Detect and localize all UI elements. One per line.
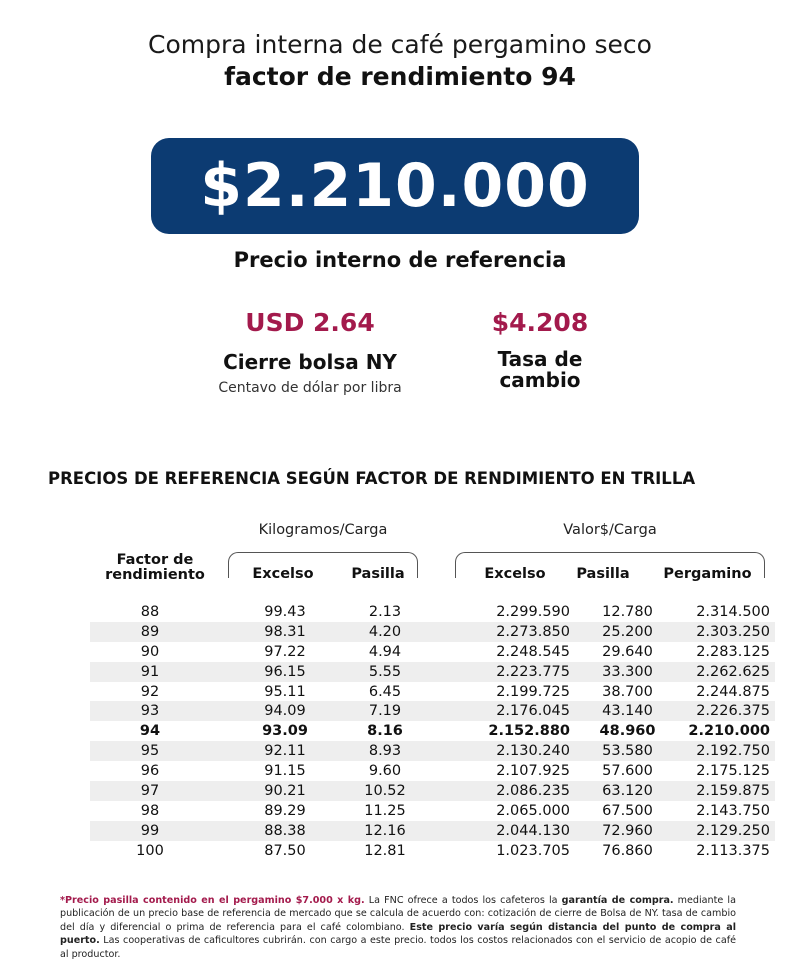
table-row [90, 642, 775, 662]
reference-price-table [90, 602, 775, 861]
ny-close-label: Cierre bolsa NY [223, 350, 397, 374]
footnote-distance-note: Este precio varía según distancia del punto de compra al puerto. [60, 921, 736, 947]
excelso-kilos-cell: 92.11 [264, 743, 306, 760]
column-header-factor-line1: Factor de [116, 552, 194, 568]
excelso-valor-cell: 2.299.590 [496, 603, 570, 620]
excelso-valor-cell: 2.199.725 [496, 683, 570, 700]
pasilla-kilos-cell: 8.16 [367, 723, 403, 740]
pergamino-cell: 2.143.750 [696, 802, 770, 819]
pasilla-valor-cell: 57.600 [602, 763, 653, 780]
excelso-kilos-cell: 87.50 [264, 842, 306, 859]
pergamino-cell: 2.192.750 [696, 743, 770, 760]
pasilla-kilos-cell: 12.81 [364, 842, 406, 859]
pasilla-valor-cell: 67.500 [602, 802, 653, 819]
factor-cell: 92 [140, 683, 160, 700]
table-row [90, 682, 775, 702]
pasilla-kilos-cell: 4.20 [368, 623, 402, 640]
column-header-factor-line2: rendimiento [105, 567, 205, 583]
factor-cell: 93 [140, 703, 160, 720]
pasilla-kilos-cell: 10.52 [364, 782, 406, 799]
pergamino-cell: 2.262.625 [696, 663, 770, 680]
table-row [90, 761, 775, 781]
pasilla-valor-cell: 76.860 [602, 842, 653, 859]
pasilla-valor-cell: 72.960 [602, 822, 653, 839]
ny-close-sublabel: Centavo de dólar por libra [218, 380, 402, 396]
excelso-kilos-cell: 97.22 [264, 643, 306, 660]
factor-cell: 94 [139, 723, 161, 740]
pasilla-kilos-cell: 12.16 [364, 822, 406, 839]
pergamino-cell: 2.159.875 [696, 782, 770, 799]
excelso-kilos-cell: 90.21 [264, 782, 306, 799]
pasilla-valor-cell: 53.580 [602, 743, 653, 760]
excelso-valor-cell: 2.152.880 [488, 723, 570, 740]
column-header-excelso-kilos: Excelso [252, 566, 314, 582]
pasilla-kilos-cell: 7.19 [368, 703, 402, 720]
pergamino-cell: 2.244.875 [696, 683, 770, 700]
group-header-valor: Valor$/Carga [563, 522, 657, 538]
pasilla-valor-cell: 29.640 [602, 643, 653, 660]
factor-cell: 95 [140, 743, 160, 760]
column-header-pergamino: Pergamino [663, 566, 752, 582]
factor-cell: 99 [140, 822, 160, 839]
factor-cell: 96 [140, 763, 160, 780]
factor-cell: 88 [140, 603, 160, 620]
factor-cell: 97 [140, 782, 160, 799]
pergamino-cell: 2.303.250 [696, 623, 770, 640]
excelso-valor-cell: 2.223.775 [496, 663, 570, 680]
table-row [90, 662, 775, 682]
column-header-excelso-valor: Excelso [484, 566, 546, 582]
ny-close-stat [180, 308, 440, 396]
excelso-kilos-cell: 99.43 [264, 603, 306, 620]
exchange-rate-label [440, 349, 640, 391]
excelso-kilos-cell: 88.38 [264, 822, 306, 839]
factor-cell: 98 [140, 802, 160, 819]
footnote-text-3: Las cooperativas de caficultores cubrirán. con cargo a este precio. todos los costos relacionados con el servicio de acopio de café al productor. [60, 935, 736, 960]
page-title: Compra interna de café pergamino seco [148, 30, 652, 59]
pasilla-valor-cell: 63.120 [602, 782, 653, 799]
excelso-valor-cell: 2.176.045 [496, 703, 570, 720]
reference-price-banner: $2.210.000 [151, 138, 639, 234]
excelso-valor-cell: 2.130.240 [496, 743, 570, 760]
footnote-text-1: La FNC ofrece a todos los cafeteros la [364, 895, 562, 906]
table-section-title: PRECIOS DE REFERENCIA SEGÚN FACTOR DE RENDIMIENTO EN TRILLA [48, 469, 696, 488]
excelso-valor-cell: 2.107.925 [496, 763, 570, 780]
factor-cell: 100 [136, 842, 164, 859]
table-row [90, 721, 775, 741]
factor-cell: 89 [140, 623, 160, 640]
excelso-kilos-cell: 91.15 [264, 763, 306, 780]
factor-cell: 91 [140, 663, 160, 680]
pasilla-kilos-cell: 9.60 [368, 763, 402, 780]
footnote-pasilla-note: *Precio pasilla contenido en el pergamino $7.000 x kg. [60, 895, 365, 906]
pergamino-cell: 2.283.125 [696, 643, 770, 660]
table-row [90, 701, 775, 721]
column-header-pasilla-kilos: Pasilla [351, 566, 405, 582]
footnote-guarantee: garantía de compra. [561, 895, 674, 906]
exchange-rate-label-line1: Tasa de [497, 347, 583, 371]
pasilla-valor-cell: 48.960 [599, 723, 656, 740]
pasilla-valor-cell: 38.700 [602, 683, 653, 700]
pasilla-valor-cell: 33.300 [602, 663, 653, 680]
pergamino-cell: 2.129.250 [696, 822, 770, 839]
group-header-kilos: Kilogramos/Carga [258, 522, 388, 538]
pergamino-cell: 2.113.375 [696, 842, 770, 859]
pasilla-kilos-cell: 5.55 [368, 663, 402, 680]
pasilla-valor-cell: 43.140 [602, 703, 653, 720]
pasilla-kilos-cell: 8.93 [368, 743, 402, 760]
exchange-rate-label-line2: cambio [499, 368, 581, 392]
footnote-text-2: mediante la publicación de un precio base de referencia de mercado que se calcula de acuerdo con: cotización de cierre de Bolsa de NY. tasa de cambio del día y diferencial o prima de referencia para el café colombiano. [60, 895, 736, 933]
factor-cell: 90 [140, 643, 160, 660]
column-header-pasilla-valor: Pasilla [576, 566, 630, 582]
excelso-valor-cell: 1.023.705 [496, 842, 570, 859]
excelso-valor-cell: 2.248.545 [496, 643, 570, 660]
column-header-factor [95, 553, 215, 583]
pasilla-kilos-cell: 2.13 [368, 603, 402, 620]
pasilla-valor-cell: 25.200 [602, 623, 653, 640]
pasilla-kilos-cell: 4.94 [368, 643, 402, 660]
excelso-valor-cell: 2.065.000 [496, 802, 570, 819]
pergamino-cell: 2.210.000 [688, 723, 770, 740]
excelso-kilos-cell: 98.31 [264, 623, 306, 640]
pergamino-cell: 2.226.375 [696, 703, 770, 720]
pergamino-cell: 2.314.500 [696, 603, 770, 620]
excelso-kilos-cell: 94.09 [264, 703, 306, 720]
exchange-rate-value: $4.208 [491, 308, 589, 337]
excelso-kilos-cell: 96.15 [264, 663, 306, 680]
pergamino-cell: 2.175.125 [696, 763, 770, 780]
ny-close-value: USD 2.64 [245, 308, 375, 337]
table-row [90, 622, 775, 642]
pasilla-kilos-cell: 11.25 [364, 802, 406, 819]
footnote [60, 894, 736, 961]
excelso-kilos-cell: 89.29 [264, 802, 306, 819]
excelso-kilos-cell: 95.11 [264, 683, 306, 700]
table-row [90, 781, 775, 801]
table-row [90, 801, 775, 821]
table-row [90, 602, 775, 622]
page-subtitle: factor de rendimiento 94 [224, 62, 576, 91]
table-row [90, 741, 775, 761]
exchange-rate-stat [440, 308, 640, 391]
pasilla-valor-cell: 12.780 [602, 603, 653, 620]
excelso-valor-cell: 2.044.130 [496, 822, 570, 839]
excelso-kilos-cell: 93.09 [262, 723, 308, 740]
table-row [90, 841, 775, 861]
table-row [90, 821, 775, 841]
excelso-valor-cell: 2.273.850 [496, 623, 570, 640]
pasilla-kilos-cell: 6.45 [368, 683, 402, 700]
excelso-valor-cell: 2.086.235 [496, 782, 570, 799]
reference-price-label: Precio interno de referencia [233, 248, 567, 272]
